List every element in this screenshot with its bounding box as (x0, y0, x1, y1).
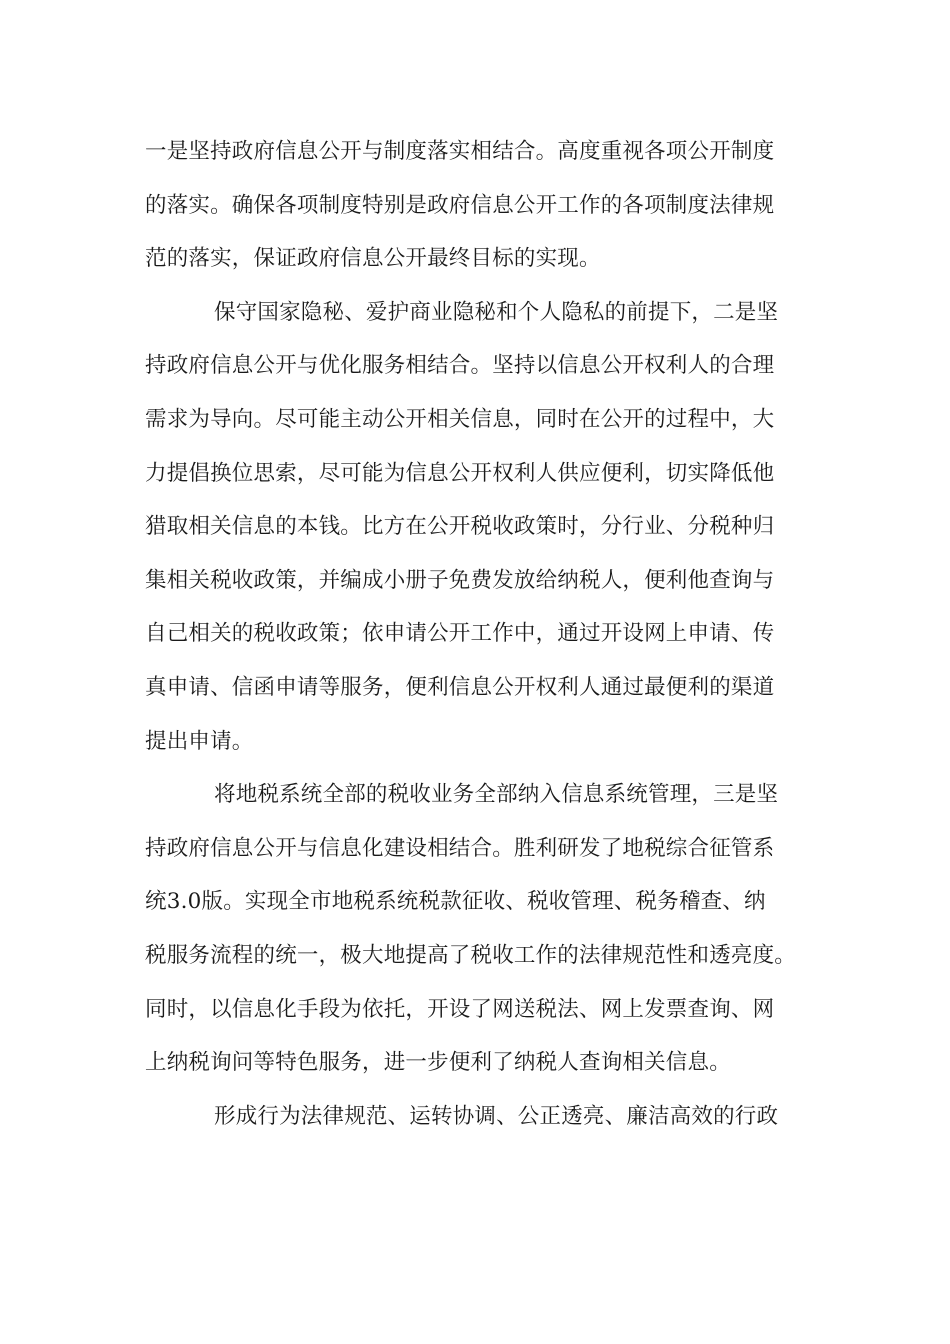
paragraph (145, 130, 815, 291)
paragraph-line: 需求为导向。尽可能主动公开相关信息，同时在公开的过程中，大 (145, 406, 775, 432)
paragraph-line: 保守国家隐秘、爱护商业隐秘和个人隐私的前提下，二是坚 (214, 299, 779, 325)
paragraph-line: 提出申请。 (145, 728, 254, 754)
paragraph-line: 持政府信息公开与优化服务相结合。坚持以信息公开权利人的合理 (145, 353, 775, 379)
paragraph-line: 真申请、信函申请等服务，便利信息公开权利人通过最便利的渠道 (145, 674, 775, 700)
paragraph (145, 1095, 815, 1149)
paragraph-line: 将地税系统全部的税收业务全部纳入信息系统管理，三是坚 (214, 782, 779, 808)
paragraph-line: 集相关税收政策，并编成小册子免费发放给纳税人，便利他查询与 (145, 567, 775, 593)
paragraph-line: 同时，以信息化手段为依托，开设了网送税法、网上发票查询、网 (145, 996, 775, 1022)
paragraph (145, 291, 815, 773)
paragraph-line: 统3.0版。实现全市地税系统税款征收、税收管理、税务稽查、纳 (145, 889, 766, 915)
paragraph-line: 税服务流程的统一，极大地提高了税收工作的法律规范性和透亮度。 (145, 942, 797, 968)
paragraph (145, 773, 815, 1095)
paragraph-line: 范的落实，保证政府信息公开最终目标的实现。 (145, 246, 601, 272)
paragraph-line: 力提倡换位思索，尽可能为信息公开权利人供应便利，切实降低他 (145, 460, 775, 486)
paragraph-line: 猎取相关信息的本钱。比方在公开税收政策时，分行业、分税种归 (145, 514, 775, 540)
paragraph-line: 的落实。确保各项制度特别是政府信息公开工作的各项制度法律规 (145, 192, 775, 218)
paragraph-line: 持政府信息公开与信息化建设相结合。胜利研发了地税综合征管系 (145, 835, 775, 861)
paragraph-line: 自己相关的税收政策；依申请公开工作中，通过开设网上申请、传 (145, 621, 775, 647)
paragraph-line: 形成行为法律规范、运转协调、公正透亮、廉洁高效的行政 (214, 1103, 779, 1129)
paragraph-line: 上纳税询问等特色服务，进一步便利了纳税人查询相关信息。 (145, 1050, 731, 1076)
paragraph-line: 一是坚持政府信息公开与制度落实相结合。高度重视各项公开制度 (145, 139, 775, 164)
document-body (145, 130, 815, 1148)
